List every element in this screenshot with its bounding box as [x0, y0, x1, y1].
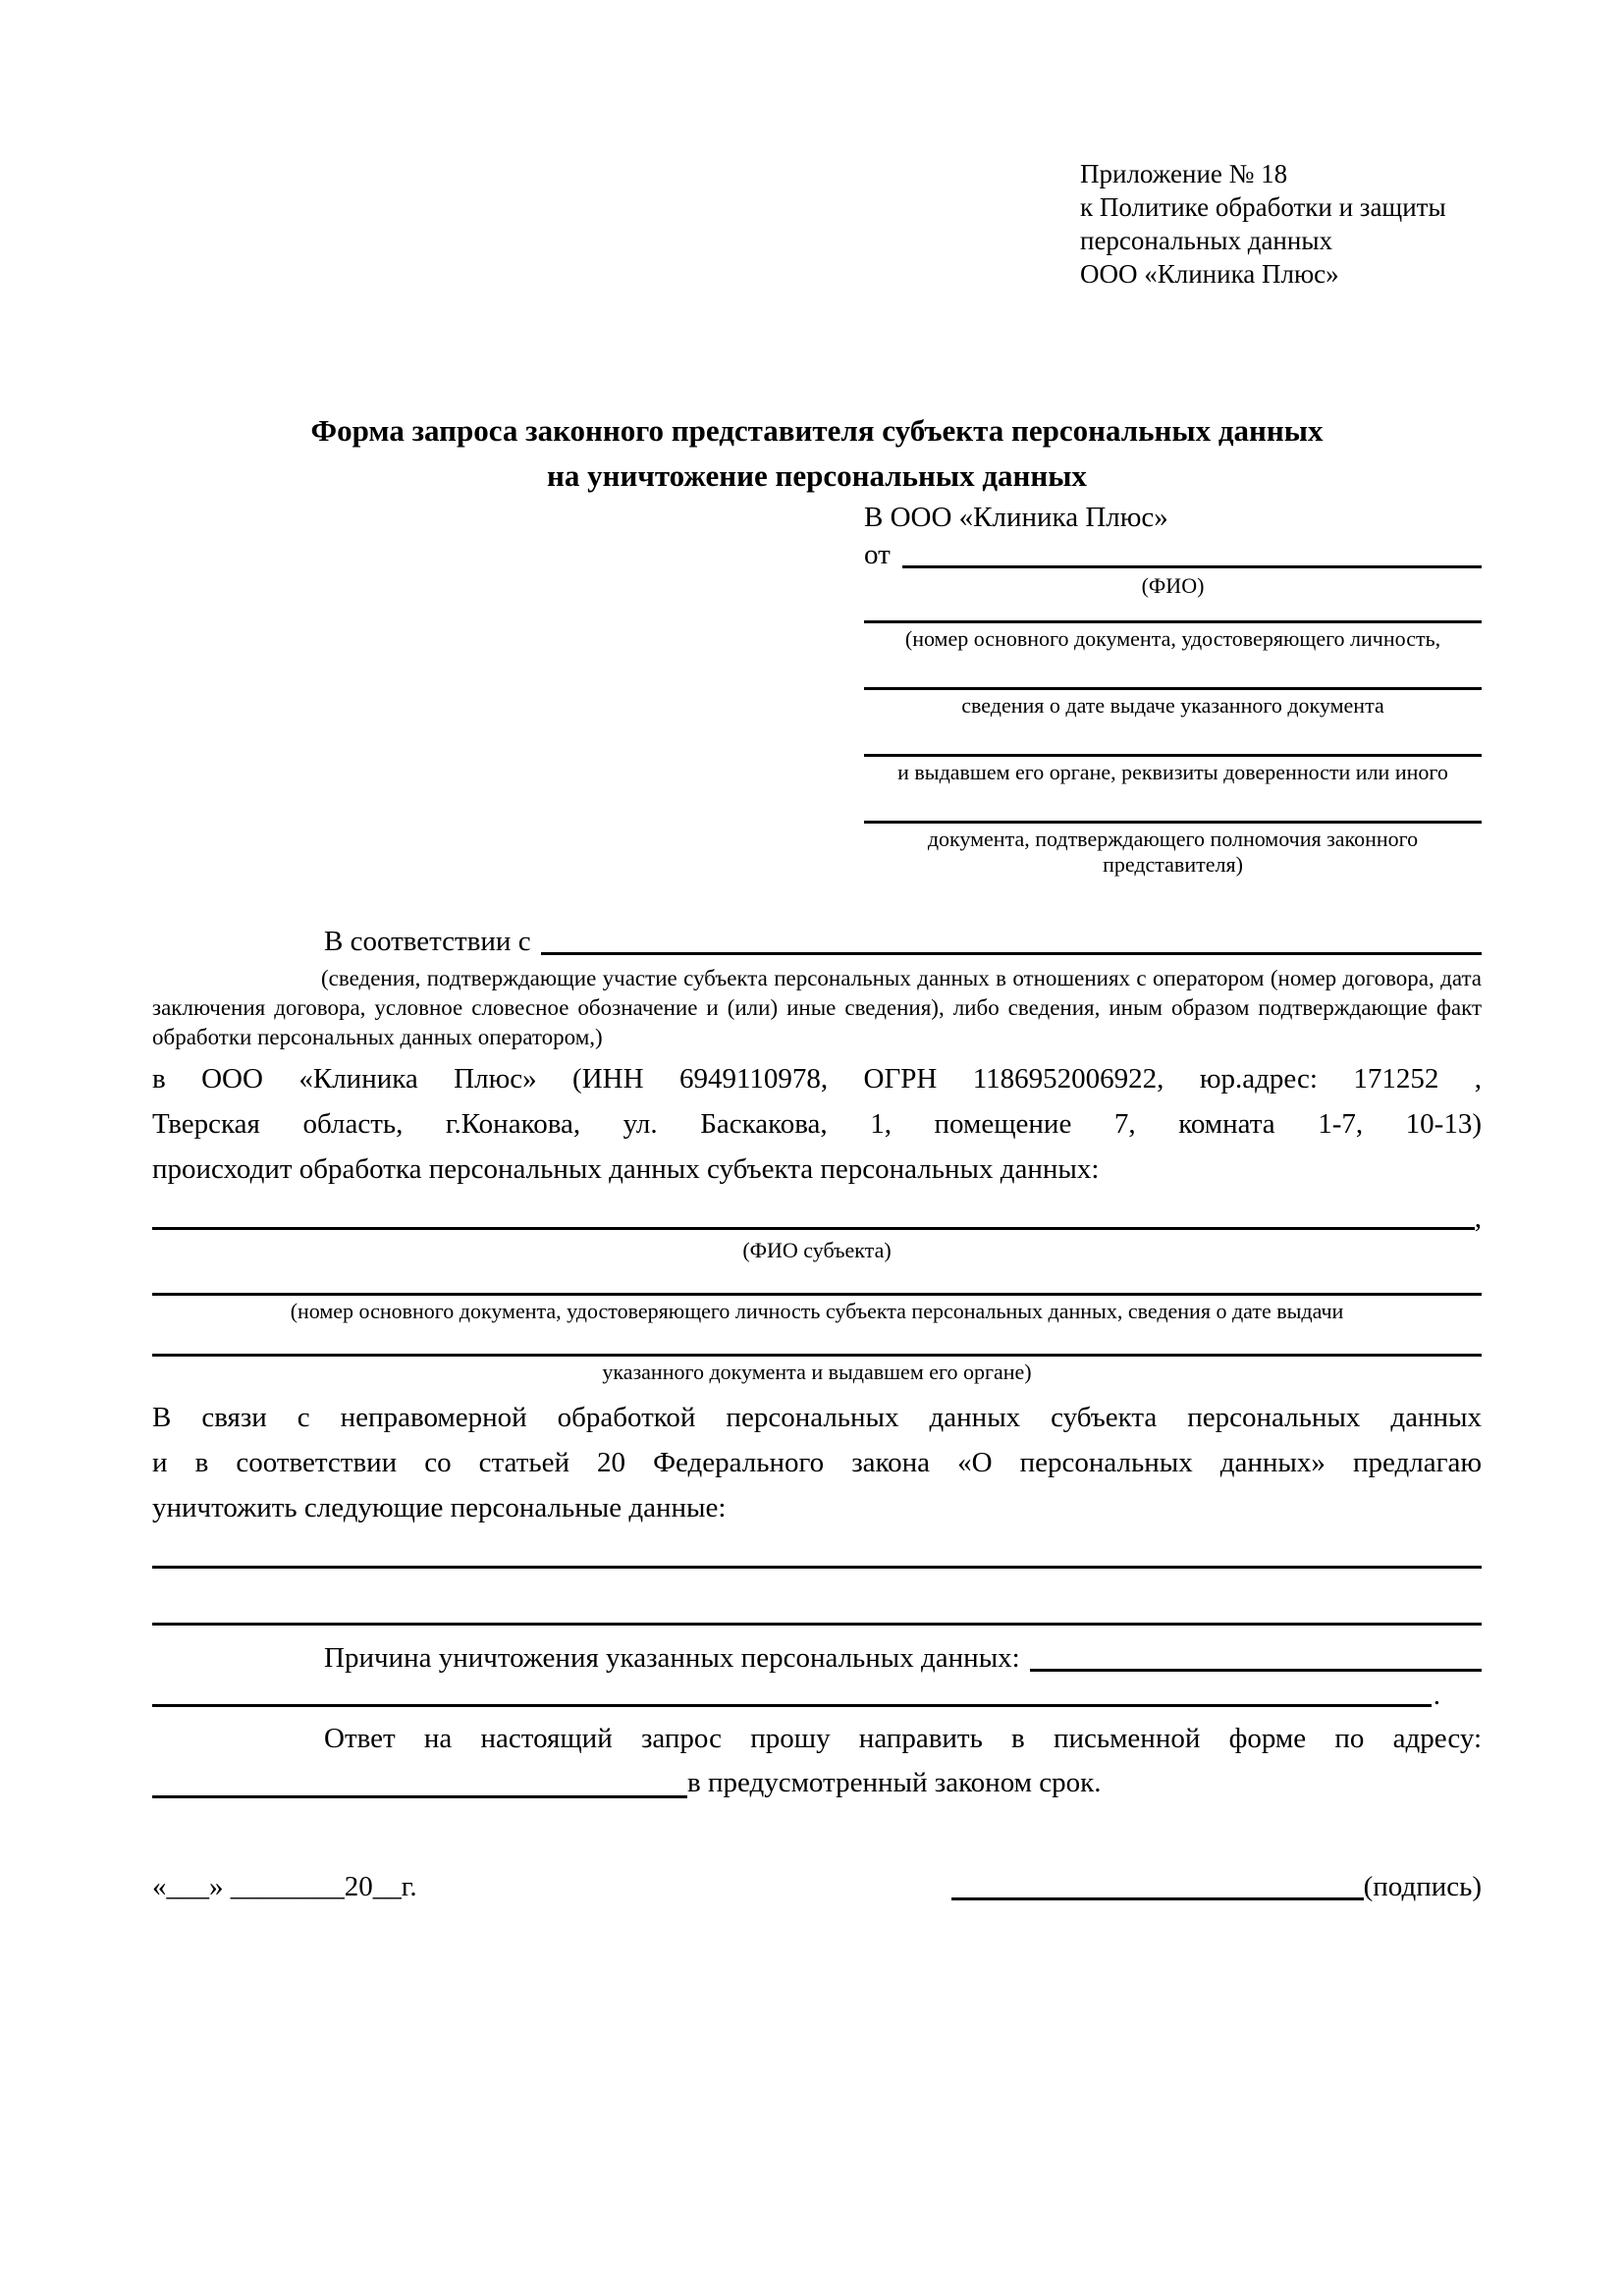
reason-continuation-row	[152, 1679, 1482, 1712]
subject-doc-caption: указанного документа и выдавшем его органе)	[602, 1360, 1032, 1384]
title-line: Форма запроса законного представителя субъекта персональных данных	[310, 413, 1324, 448]
operator-paragraph	[152, 1056, 1482, 1192]
request-paragraph-line: В связи с неправомерной обработкой персональных данных субъекта персональных данных	[152, 1402, 1482, 1433]
footer-row	[152, 1867, 1482, 1906]
id-document-row	[864, 785, 1482, 878]
id-blank-line	[864, 785, 1482, 824]
subject-fio-caption: (ФИО субъекта)	[742, 1238, 892, 1262]
accordance-lead: В соответствии с	[324, 926, 531, 957]
reason-period: .	[1433, 1680, 1440, 1711]
id-blank-caption: документа, подтверждающего полномочия законного представителя)	[927, 827, 1419, 877]
from-label: от	[864, 539, 891, 570]
operator-paragraph-line: происходит обработка персональных данных субъекта персональных данных:	[152, 1153, 1100, 1185]
reason-continuation-line	[152, 1704, 1432, 1707]
id-blank-caption: и выдавшем его органе, реквизиты доверенности или иного	[897, 760, 1448, 784]
id-document-row	[864, 719, 1482, 785]
document-content	[152, 0, 1482, 1906]
operator-paragraph-line: в ООО «Клиника Плюс» (ИНН 6949110978, ОГРН 1186952006922, юр.адрес: 171252 ,	[152, 1063, 1482, 1095]
addressee-organization: В ООО «Клиника Плюс»	[864, 502, 1168, 533]
appendix-line: Приложение № 18	[1080, 159, 1288, 188]
request-paragraph-line: и в соответствии со статьей 20 Федерального закона «О персональных данных» предлагаю	[152, 1447, 1482, 1478]
from-row	[864, 536, 1482, 573]
accordance-row	[152, 923, 1482, 960]
answer-lead: Ответ на настоящий запрос прошу направить в письменной форме по адресу:	[324, 1723, 1482, 1754]
reason-blank-line	[1030, 1669, 1482, 1672]
answer-blank-line	[152, 1795, 687, 1798]
id-blank-line	[864, 652, 1482, 690]
signature-group	[951, 1867, 1482, 1906]
id-blank-caption: сведения о дате выдаче указанного документа	[961, 693, 1384, 718]
subject-fio-row	[152, 1201, 1482, 1235]
id-document-row	[864, 599, 1482, 652]
signature-caption: (подпись)	[1363, 1871, 1482, 1902]
data-blank-line	[152, 1623, 1482, 1626]
subject-fio-line	[152, 1227, 1475, 1230]
id-blank-line	[864, 599, 1482, 623]
subject-doc-caption: (номер основного документа, удостоверяющего личность субъекта персональных данных, сведения о дате выдачи	[290, 1299, 1344, 1323]
reason-row	[152, 1639, 1482, 1677]
id-blank-caption: (номер основного документа, удостоверяющего личность,	[904, 626, 1441, 651]
accordance-blank-line	[541, 952, 1482, 955]
request-paragraph	[152, 1395, 1482, 1530]
addressee-block	[864, 499, 1482, 878]
id-blank-line	[864, 719, 1482, 757]
date-line: «___» ________20__г.	[152, 1871, 417, 1902]
appendix-line: к Политике обработки и защиты	[1080, 192, 1446, 222]
appendix-line: ООО «Клиника Плюс»	[1080, 259, 1339, 289]
reason-label: Причина уничтожения указанных персональных данных:	[324, 1642, 1020, 1674]
id-document-row	[864, 652, 1482, 719]
signature-line	[951, 1897, 1364, 1900]
data-blank-line	[152, 1566, 1482, 1569]
answer-tail-row	[152, 1761, 1482, 1804]
subject-fio-comma: ,	[1474, 1202, 1482, 1234]
form-title	[152, 408, 1482, 499]
answer-tail: в предусмотренный законом срок.	[687, 1767, 1102, 1798]
fio-caption: (ФИО)	[1141, 573, 1205, 598]
operator-paragraph-line: Тверская область, г.Конакова, ул. Баскакова, 1, помещение 7, комната 1-7, 10-13)	[152, 1108, 1482, 1140]
appendix-block	[1080, 157, 1482, 291]
accordance-note: (сведения, подтверждающие участие субъекта персональных данных в отношениях с оператором (номер договора, дата заключения договора, условное словесное обозначение и (или) иные сведения), либо сведения, иным образом подтверждающие факт обработки персональных данных оператором,)	[152, 966, 1482, 1049]
from-blank-line	[902, 565, 1482, 568]
title-line: на уничтожение персональных данных	[547, 458, 1087, 493]
request-paragraph-line: уничтожить следующие персональные данные:	[152, 1492, 727, 1523]
appendix-line: персональных данных	[1080, 226, 1332, 255]
